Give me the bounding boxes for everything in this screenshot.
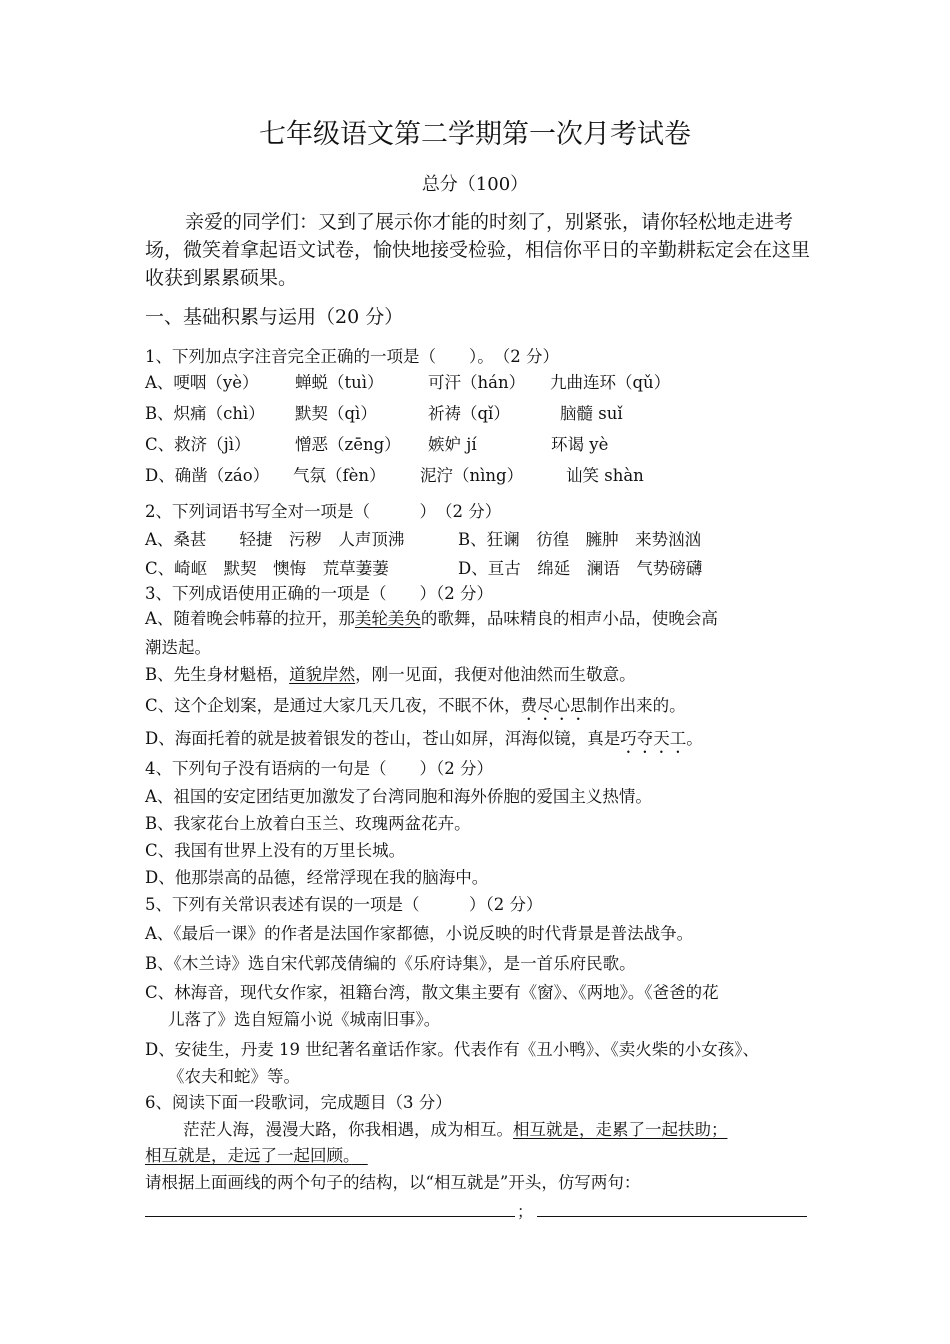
q1-a-4: 九曲连环（qǔ） [550, 373, 671, 392]
q2-option-a: A、桑甚 轻捷 污秽 人声顶沸 [145, 530, 405, 549]
q6-instruction: 请根据上面画线的两个句子的结构，以“相互就是”开头，仿写两句： [145, 1173, 641, 1192]
q1-a-1: A、哽咽（yè） [145, 373, 259, 392]
q3-stem: 3、下列成语使用正确的一项是（ ）（2 分） [145, 584, 493, 603]
q3-option-b [145, 663, 636, 687]
q3-a-text-2: 的歌舞，品味精良的相声小品，使晚会高 [420, 609, 718, 628]
q4-option-d: D、他那崇高的品德，经常浮现在我的脑海中。 [145, 868, 489, 887]
q2-option-d: D、亘古 绵延 澜语 气势磅礴 [458, 559, 703, 578]
q1-c-3: 嫉妒 jí [428, 435, 477, 454]
q3-b-text-2: ，刚一见面，我便对他油然而生敬意。 [355, 665, 636, 684]
total-score: 总分（100） [421, 174, 529, 195]
q2-stem: 2、下列词语书写全对一项是（ ） （2 分） [145, 502, 502, 521]
q4-stem: 4、下列句子没有语病的一句是（ ）（2 分） [145, 759, 493, 778]
q1-option-c [145, 433, 608, 457]
q1-d-2: 气氛（fèn） [293, 466, 386, 485]
answer-blank-1[interactable] [145, 1216, 515, 1217]
q1-option-a [145, 371, 670, 395]
q1-c-1: C、救济（jì） [145, 435, 251, 454]
q6-underlined-sentence-2: 相互就是，走远了一起回顾。 [145, 1146, 352, 1165]
intro-paragraph: 亲爱的同学们：又到了展示你才能的时刻了，别紧张，请你轻松地走进考场，微笑着拿起语文试卷，愉快地接受检验，相信你平日的辛勤耕耘定会在这里收获到累累硕果。 [145, 211, 811, 289]
q2-options-ab [145, 528, 701, 552]
answer-separator: ； [517, 1202, 534, 1221]
q4-option-b: B、我家花台上放着白玉兰、玫瑰两盆花卉。 [145, 814, 471, 833]
q3-b-text-1: B、先生身材魁梧， [145, 665, 290, 684]
q1-d-4: 讪笑 shàn [566, 466, 644, 485]
q5-option-b: B、《木兰诗》选自宋代郭茂倩编的《乐府诗集》，是一首乐府民歌。 [145, 954, 636, 973]
q5-option-c: C、林海音，现代女作家，祖籍台湾，散文集主要有《窗》、《两地》。《爸爸的花 [145, 983, 719, 1002]
q3-c-text-2: 制作出来的。 [586, 696, 686, 715]
q1-option-b [145, 402, 623, 426]
q3-c-text-1: C、这个企划案，是通过大家几天几夜，不眠不休， [145, 696, 521, 715]
q6-lyrics-text: 茫茫人海，漫漫大路，你我相遇，成为相互。 [183, 1120, 513, 1139]
q3-a-idiom: 美轮美奂 [354, 609, 421, 628]
q3-d-idiom: 巧夺天工 [620, 729, 687, 748]
q1-c-4: 环谒 yè [551, 435, 609, 454]
q5-option-d-continued: 《农夫和蛇》等。 [168, 1067, 300, 1086]
q5-stem: 5、下列有关常识表述有误的一项是（ ）（2 分） [145, 895, 543, 914]
q1-d-3: 泥泞（nìng） [420, 466, 524, 485]
q1-a-3: 可汗（hán） [428, 373, 526, 392]
q1-stem: 1、下列加点字注音完全正确的一项是（ ）。 （2 分） [145, 347, 559, 366]
q1-a-2: 蝉蜕（tuì） [295, 373, 384, 392]
section-heading: 一、基础积累与运用（20 分） [145, 306, 404, 328]
q3-a-text-1: A、随着晚会帏幕的拉开，那 [145, 609, 355, 628]
q3-option-d [145, 727, 703, 757]
q3-d-text-1: D、海面托着的就是披着银发的苍山，苍山如屏，洱海似镜，真是 [145, 729, 621, 748]
q5-option-d: D、安徒生，丹麦 19 世纪著名童话作家。代表作有《丑小鸭》、《卖火柴的小女孩》、 [145, 1040, 759, 1059]
q3-c-idiom: 费尽心思 [520, 696, 587, 715]
q3-option-c [145, 694, 686, 724]
q5-option-a: A、《最后一课》的作者是法国作家都德，小说反映的时代背景是普法战争。 [145, 924, 694, 943]
answer-blank-2[interactable] [537, 1216, 807, 1217]
q1-b-2: 默契（qì） [295, 404, 377, 423]
q6-lyrics-line-1 [183, 1118, 728, 1142]
q2-option-b: B、狂谰 彷徨 臃肿 来势汹汹 [458, 530, 702, 549]
q3-option-a [145, 607, 718, 631]
q6-lyrics-line-2 [145, 1144, 368, 1168]
q3-a-continued: 潮迭起。 [145, 638, 211, 657]
q1-option-d [145, 464, 644, 488]
q6-stem: 6、阅读下面一段歌词，完成题目（3 分） [145, 1093, 452, 1112]
q1-b-4: 脑髓 suǐ [560, 404, 623, 423]
q2-option-c: C、崎岖 默契 懊悔 荒草萋萋 [145, 559, 389, 578]
q1-c-2: 憎恶（zēng） [295, 435, 401, 454]
q5-option-c-continued: 儿落了》选自短篇小说《城南旧事》。 [168, 1010, 441, 1029]
q1-b-1: B、炽痛（chì） [145, 404, 265, 423]
q2-options-cd [145, 557, 702, 581]
exam-title: 七年级语文第二学期第一次月考试卷 [259, 119, 691, 150]
q4-option-c: C、我国有世界上没有的万里长城。 [145, 841, 406, 860]
q1-d-1: D、确凿（záo） [145, 466, 270, 485]
q3-d-text-2: 。 [686, 729, 703, 748]
q4-option-a: A、祖国的安定团结更加激发了台湾同胞和海外侨胞的爱国主义热情。 [145, 787, 652, 806]
q6-underlined-sentence-1: 相互就是，走累了一起扶助； [513, 1120, 728, 1139]
q1-b-3: 祈祷（qǐ） [428, 404, 510, 423]
q3-b-idiom: 道貌岸然 [289, 665, 356, 684]
